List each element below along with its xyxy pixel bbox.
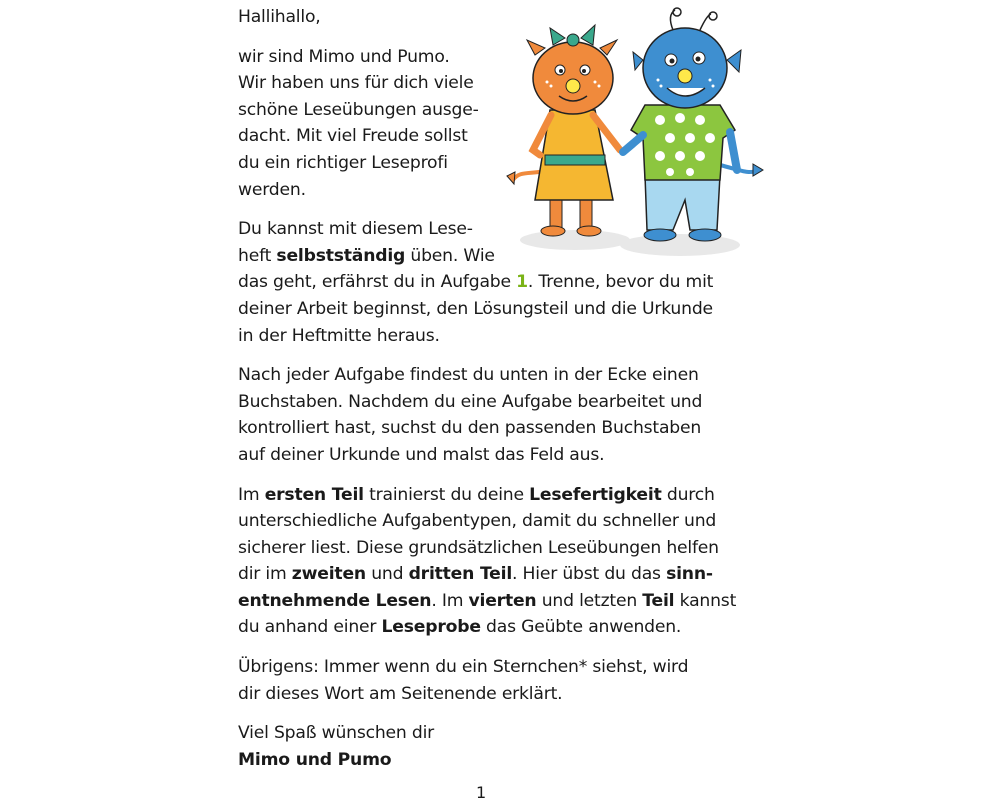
emphasis-sinn: sinn-: [666, 564, 713, 585]
parts-text: und: [365, 564, 409, 585]
parts-text: und letzten: [536, 590, 643, 611]
intro-line: Wir haben uns für dich viele: [238, 73, 474, 94]
letters-line: Buchstaben. Nachdem du eine Aufgabe bearbeitet und: [238, 391, 703, 412]
parts-paragraph: [238, 482, 758, 642]
letters-line: kontrolliert hast, suchst du den passenden Buchstaben: [238, 418, 702, 439]
emphasis-teil: Teil: [642, 590, 675, 611]
emphasis-leseprobe: Leseprobe: [381, 617, 481, 638]
parts-text: . Hier übst du das: [512, 564, 667, 585]
letters-line: Nach jeder Aufgabe findest du unten in der Ecke einen: [238, 365, 699, 386]
emphasis-ersten-teil: ersten Teil: [264, 484, 364, 505]
greeting-text: Hallihallo,: [238, 7, 321, 27]
emphasis-zweiten: zweiten: [291, 564, 366, 585]
closing-line: Viel Spaß wünschen dir: [238, 723, 435, 744]
parts-text: dir im: [238, 564, 292, 585]
parts-text: kannst: [674, 590, 737, 611]
emphasis-selbststaendig: selbstständig: [276, 245, 406, 266]
instructions-line: das geht, erfährst du in Aufgabe: [238, 272, 517, 293]
instructions-line: Du kannst mit diesem Lese-: [238, 219, 473, 240]
asterisk-line: dir dieses Wort am Seitenende erklärt.: [238, 683, 563, 704]
asterisk-paragraph: [238, 654, 758, 707]
parts-text: trainierst du deine: [363, 484, 530, 505]
emphasis-entnehmende-lesen: entnehmende Lesen: [238, 590, 432, 611]
parts-text: . Im: [431, 590, 469, 611]
signature: Mimo und Pumo: [238, 749, 392, 770]
intro-line: dacht. Mit viel Freude sollst: [238, 126, 468, 147]
intro-line: werden.: [238, 179, 306, 200]
intro-paragraph: [238, 44, 498, 204]
parts-text: das Geübte anwenden.: [480, 617, 682, 638]
parts-text: unterschiedliche Aufgabentypen, damit du schneller und: [238, 511, 717, 532]
emphasis-vierten: vierten: [468, 590, 537, 611]
parts-text: durch: [661, 484, 715, 505]
parts-text: Im: [238, 484, 265, 505]
emphasis-lesefertigkeit: Lesefertigkeit: [529, 484, 662, 505]
task-number-badge: 1: [516, 272, 528, 293]
intro-line: schöne Leseübungen ausge-: [238, 99, 479, 120]
parts-text: du anhand einer: [238, 617, 382, 638]
closing: [238, 720, 758, 773]
instructions-line: . Trenne, bevor du mit: [527, 272, 714, 293]
intro-line: wir sind Mimo und Pumo.: [238, 46, 450, 67]
instructions-line: in der Heftmitte heraus.: [238, 325, 440, 346]
page-number: 1: [476, 783, 487, 800]
instructions-line: heft: [238, 245, 277, 266]
mimo-and-pumo-characters-icon: [495, 0, 775, 265]
parts-text: sicherer liest. Diese grundsätzlichen Leseübungen helfen: [238, 537, 719, 558]
letters-paragraph: [238, 362, 758, 468]
instructions-line: deiner Arbeit beginnst, den Lösungsteil und die Urkunde: [238, 298, 713, 319]
letters-line: auf deiner Urkunde und malst das Feld aus.: [238, 444, 605, 465]
intro-line: du ein richtiger Leseprofi: [238, 152, 448, 173]
instructions-line: üben. Wie: [405, 245, 495, 266]
asterisk-line: Übrigens: Immer wenn du ein Sternchen* siehst, wird: [238, 657, 689, 678]
emphasis-dritten-teil: dritten Teil: [408, 564, 513, 585]
